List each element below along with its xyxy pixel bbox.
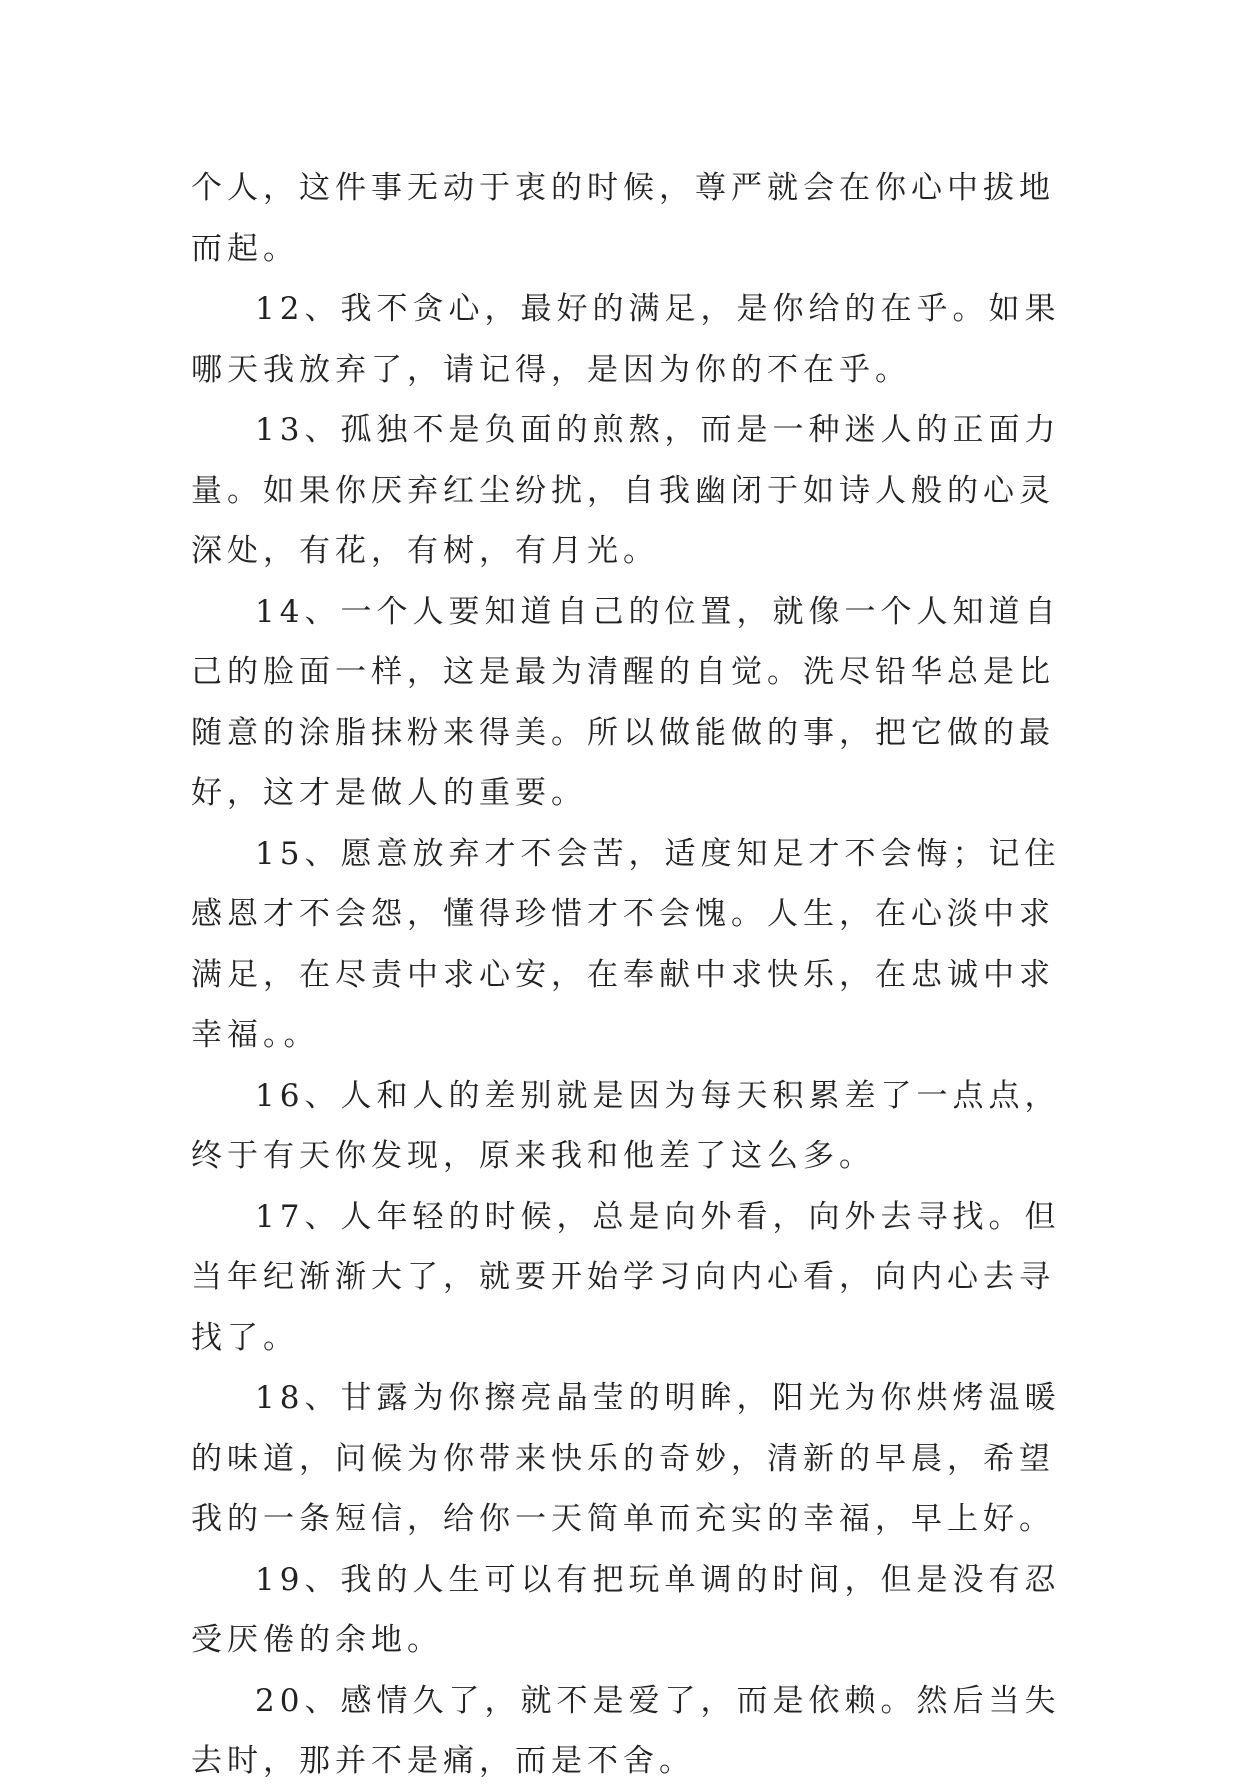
paragraph-17: 17、人年轻的时候，总是向外看，向外去寻找。但当年纪渐渐大了，就要开始学习向内心看，向内心去寻找了。 — [191, 1198, 1061, 1356]
paragraph-15: 15、愿意放弃才不会苦，适度知足才不会悔；记住感恩才不会怨，懂得珍惜才不会愧。人生，在心淡中求满足，在尽责中求心安，在奉献中求快乐，在忠诚中求幸福。。 — [191, 835, 1061, 1053]
body-text — [191, 158, 1071, 1792]
paragraph-19: 19、我的人生可以有把玩单调的时间，但是没有忍受厌倦的余地。 — [191, 1561, 1061, 1658]
paragraph-18: 18、甘露为你擦亮晶莹的明眸，阳光为你烘烤温暖的味道，问候为你带来快乐的奇妙，清新的早晨，希望我的一条短信，给你一天简单而充实的幸福，早上好。 — [191, 1380, 1061, 1537]
paragraph-20: 20、感情久了，就不是爱了，而是依赖。然后当失去时，那并不是痛，而是不舍。 — [191, 1682, 1061, 1779]
paragraph-12: 12、我不贪心，最好的满足，是你给的在乎。如果哪天我放弃了，请记得，是因为你的不在乎。 — [191, 291, 1061, 388]
paragraph-14: 14、一个人要知道自己的位置，就像一个人知道自己的脸面一样，这是最为清醒的自觉。洗尽铅华总是比随意的涂脂抹粉来得美。所以做能做的事，把它做的最好，这才是做人的重要。 — [191, 593, 1061, 811]
paragraph-continued: 个人，这件事无动于衷的时候，尊严就会在你心中拔地而起。 — [191, 170, 1055, 267]
paragraph-13: 13、孤独不是负面的煎熬，而是一种迷人的正面力量。如果你厌弃红尘纷扰，自我幽闭于如诗人般的心灵深处，有花，有树，有月光。 — [191, 412, 1061, 569]
paragraph-16: 16、人和人的差别就是因为每天积累差了一点点，终于有天你发现，原来我和他差了这么多。 — [191, 1077, 1061, 1174]
